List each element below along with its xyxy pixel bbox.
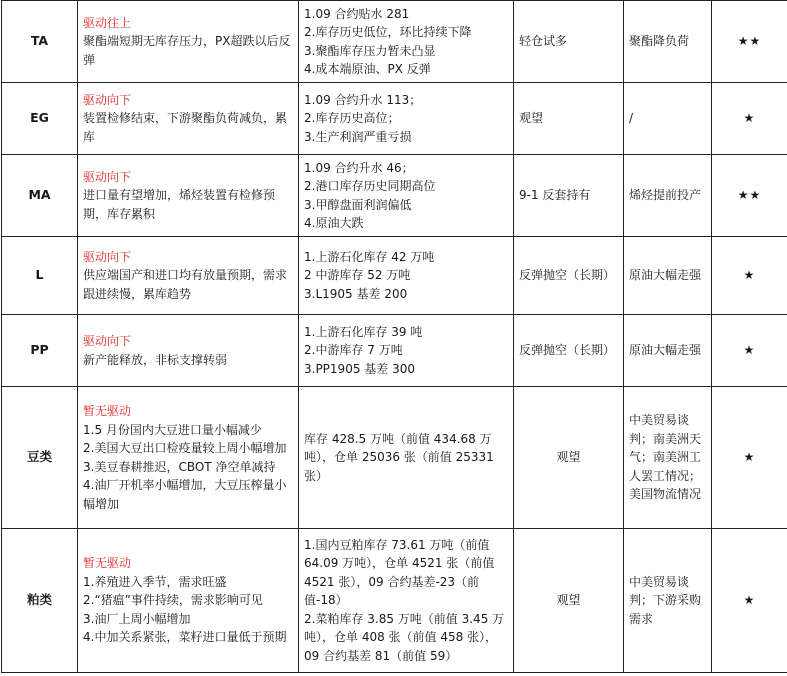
rating-stars: ★ [712, 315, 787, 387]
drive-logic-cell [78, 387, 299, 529]
data-cell [299, 155, 514, 237]
logic-line: 4.中加关系紧张，菜籽进口量低于预期 [83, 630, 287, 645]
data-line: 3.聚酯库存压力暂未凸显 [304, 43, 436, 58]
data-cell [299, 83, 514, 155]
drive-label: 驱动向下 [83, 169, 132, 184]
logic-line: 2.“猪瘟”事件持续，需求影响可见 [83, 593, 263, 608]
data-line: 1.上游石化库存 39 吨 [304, 324, 423, 339]
data-line: 1.09 合约贴水 281 [304, 6, 410, 21]
data-line: 1.上游石化库存 42 万吨 [304, 249, 435, 264]
drive-logic-cell [78, 529, 299, 673]
strategy-cell: 观望 [514, 387, 624, 529]
logic-line: 供应端国产和进口均有放量预期，需求跟进续慢，累库趋势 [83, 268, 288, 301]
rating-stars: ★★ [712, 1, 787, 83]
drive-label: 暂无驱动 [83, 556, 132, 571]
drive-logic-cell [78, 237, 299, 315]
data-line: 2.库存历史高位； [304, 111, 400, 126]
data-line: 3.生产利润严重亏损 [304, 129, 412, 144]
table-row [2, 1, 787, 83]
commodity-strategy-table [1, 0, 787, 673]
risk-cell: 中美贸易谈判；下游采购需求 [624, 529, 712, 673]
drive-label: 驱动向下 [83, 92, 132, 107]
data-cell [299, 237, 514, 315]
strategy-cell: 反弹抛空（长期） [514, 237, 624, 315]
data-line: 3.甲醇盘面利润偏低 [304, 197, 412, 212]
data-cell [299, 387, 514, 529]
rating-stars: ★ [712, 83, 787, 155]
strategy-cell: 观望 [514, 83, 624, 155]
table-row [2, 387, 787, 529]
data-cell [299, 315, 514, 387]
strategy-cell: 观望 [514, 529, 624, 673]
risk-cell: 原油大幅走强 [624, 315, 712, 387]
commodity-name: EG [2, 83, 78, 155]
commodity-name: 粕类 [2, 529, 78, 673]
data-line: 2.菜粕库存 3.85 万吨（前值 3.45 万吨），仓单 408 张（前值 458 张），09 合约基差 81（前值 59） [304, 611, 505, 663]
logic-line: 4.油厂开机率小幅增加，大豆压榨量小幅增加 [83, 478, 287, 511]
commodity-name: 豆类 [2, 387, 78, 529]
drive-logic-cell [78, 315, 299, 387]
data-line: 4.成本端原油、PX 反弹 [304, 62, 431, 76]
data-line: 3.PP1905 基差 300 [304, 361, 415, 376]
logic-line: 新产能释放，非标支撑转弱 [83, 352, 228, 367]
rating-stars: ★ [712, 387, 787, 529]
logic-line: 3.油厂上周小幅增加 [83, 611, 191, 626]
strategy-cell: 9-1 反套持有 [514, 155, 624, 237]
table-row [2, 155, 787, 237]
strategy-cell: 轻仓试多 [514, 1, 624, 83]
risk-cell: 烯烃提前投产 [624, 155, 712, 237]
logic-line: 3.美豆春耕推迟，CBOT 净空单减持 [83, 459, 276, 474]
drive-logic-cell [78, 1, 299, 83]
commodity-name: MA [2, 155, 78, 237]
logic-line: 1.5 月份国内大豆进口量小幅减少 [83, 422, 262, 437]
commodity-name: L [2, 237, 78, 315]
risk-cell: 聚酯降负荷 [624, 1, 712, 83]
logic-line: 装置检修结束，下游聚酯负荷减负，累库 [83, 111, 288, 144]
drive-logic-cell [78, 155, 299, 237]
logic-line: 聚酯端短期无库存压力，PX超跌以后反弹 [83, 34, 291, 67]
data-line: 2.库存历史低位，环比持续下降 [304, 25, 472, 39]
data-line: 库存 428.5 万吨（前值 434.68 万吨），仓单 25036 张（前值 25331 张） [304, 431, 494, 483]
logic-line: 1.养殖进入季节，需求旺盛 [83, 574, 227, 589]
data-line: 2 中游库存 52 万吨 [304, 268, 411, 283]
data-line: 3.L1905 基差 200 [304, 286, 408, 301]
table-row [2, 83, 787, 155]
risk-cell: 原油大幅走强 [624, 237, 712, 315]
data-line: 2.港口库存历史同期高位 [304, 179, 436, 193]
logic-line: 2.美国大豆出口检疫量较上周小幅增加 [83, 441, 287, 455]
drive-logic-cell [78, 83, 299, 155]
data-line: 1.09 合约升水 113； [304, 92, 422, 107]
drive-label: 驱动向下 [83, 249, 132, 264]
rating-stars: ★ [712, 529, 787, 673]
risk-cell: 中美贸易谈判；南美洲天气；南美洲工人罢工情况；美国物流情况 [624, 387, 712, 529]
logic-line: 进口量有望增加，烯烃装置有检修预期，库存累积 [83, 188, 276, 221]
table-row [2, 315, 787, 387]
data-cell [299, 529, 514, 673]
table-row [2, 529, 787, 673]
table-row [2, 237, 787, 315]
rating-stars: ★★ [712, 155, 787, 237]
drive-label: 驱动向下 [83, 334, 132, 348]
rating-stars: ★ [712, 237, 787, 315]
data-line: 1.国内豆粕库存 73.61 万吨（前值 64.09 万吨），仓单 4521 张（前值 4521 张），09 合约基差-23（前值-18） [304, 537, 495, 608]
data-line: 2.中游库存 7 万吨 [304, 343, 403, 358]
risk-cell: / [624, 83, 712, 155]
commodity-name: TA [2, 1, 78, 83]
data-line: 1.09 合约升水 46； [304, 160, 414, 175]
data-cell [299, 1, 514, 83]
data-line: 4.原油大跌 [304, 216, 364, 230]
strategy-cell: 反弹抛空（长期） [514, 315, 624, 387]
drive-label: 驱动往上 [83, 15, 132, 30]
drive-label: 暂无驱动 [83, 404, 132, 418]
commodity-name: PP [2, 315, 78, 387]
